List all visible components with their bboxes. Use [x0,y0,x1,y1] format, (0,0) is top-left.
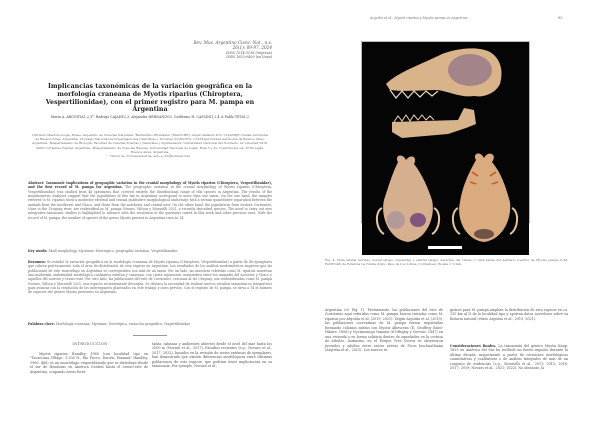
journal-info [120,40,272,60]
skull-photo [362,42,529,255]
palabras-clave [28,322,272,326]
final-considerations-text: La taxonomía del género Myotis Kaup, 1829 en América del Sur ha recibido un fuerte impulso durante la última década, mayormente a partir de revisiones morfológicas cuantitativas y cualitativas o de análisis integrales de más de un conjunto de evidencias (e.g., Moratelli et al., 2011; 2013; 2016; 2017; 2019; Novaes et al., 2021; 2022). No obstante, la [450,344,568,371]
final-considerations-label: Consideraciones finales. [450,344,497,348]
keywords-label: Key words: [28,249,48,253]
figure-caption: Fig. 4. Vista lateral (arriba), dorsal (abajo, izquierda) y ventral (abajo, derecha) del cráneo y vista labial del dentario (centro) de Myotis pampa (UM-FaCENA8) de Estancia La Tunita (Dpto. Paso de Los Libres, Corrientes). Escala = 5 mm. [325,258,568,267]
final-considerations [450,344,568,371]
abstract [28,181,272,220]
body-left-column: Argentina (cf. Fig. 1). Previamente, las poblaciones del este de Corrientes aquí referidas como M. pampa fueron tratadas como M. riparius por Argoitia et al. (2019, 2021). Según Argoitia et al. (2019), las poblaciones correntinas de M. pampa fueron registradas formando colonias mixtas con Myotis albescens (É. Geoffroy Saint-Hilaire, 1806) y Nyctinomops fumaris (d'Orbigny y Gervais, 1847) en una vivienda y en forma solitaria dentro de oquedades en la corteza de árboles. Asimismo, en el Parque Tres Cerros se observaron juveniles y adultos entre raíces aéreas de Ficus luschnathiana (Argoitia et al., 2021). Los nuevos re- [325,308,443,353]
keywords [28,249,272,253]
running-head: Argoitia et al.: Myotis riparius y Myotis pampa en Argentina [370,16,468,20]
resumen-label: Resumen: [28,260,46,264]
affiliations [30,133,270,158]
resumen-text: Se estudió la variación geográfica en la morfología craneana de Myotis riparius (Chiroptera, Vespertilionidae) a partir de 48 ejemplares que cubren prácticamente toda el área de distribución de esta especie en Argentina. Los resultados de los análisis morfométricos sugieren que las poblaciones de este murciélago en Argentina se corresponden con más de un taxón. Por un lado, las muestras referidas como M. riparius muestran una moderada uniformidad morfológica cualitativa externa y craneana, con cierta separación cuantitativa entre los animales del noroeste y Chaco y aquellos del noreste y centro-este. Por otro lado, las poblaciones del este de Corrientes, cercanas al río Uruguay, son reidentificadas como M. pampa Novaes, Wilson y Moratelli 2021, una especie recientemente descripta. Se destaca la necesidad de realizar nuevos estudios taxonómicos integrativos para avanzar con la resolución de los interrogantes planteados en este trabajo y otros previos. Con el registro de M. pampa, se eleva a 14 el número de especies del género Myotis presentes en Argentina. [28,260,273,295]
abstract-text: The geographic variation in the cranial morphology of Myotis riparius (Chiroptera, Vespertilionidae) was studied from 48 specimens that covered entirely the distributional range of this species in Argentina. The results of the morphometric analyses suggest that the populations of this bat in Argentina correspond to more than one taxon. On the one hand, the samples referred to M. riparius show a moderate external and cranial qualitative morphological uniformity, with a certain quantitative separation between the animals from the northwest and Chaco, and those from the northeast and central-east. On the other hand, the populations from eastern Corrientes, close to the Uruguay river, are reidentified as M. pampa Novaes, Wilson y Moratelli 2021, a recently described species. The need to carry out new integrative taxonomic studies is highlighted to advance with the resolution of the questions raised in this work and other previous ones. With the record of M. pampa, the number of species of the genus Myotis present in Argentina rises to 14. [28,185,273,220]
authors: María A. ARGOITIA1,2,3*, Rodrigo CAJADE2,3, Alejandra HERNANDO3, Guillermo H. CASSINI1,2,4 & Pablo TETA1,2 [50,115,250,119]
section-divider [133,335,167,336]
page-number: 85 [558,16,563,20]
affiliations-text: 1División Mastozoología, Museo Argentino de Ciencias Naturales "Bernardino Rivadavia" (MACN-BR). Ángel Gallardo 470, C1405DJR Ciudad Autónoma de Buenos Aires, Argentina. 2Consejo Nacional de Investigaciones Científicas y Técnicas (CONICET), C1033AAJ Ciudad Autónoma de Buenos Aires, Argentina. 3Departamento de Biología, Facultad de Ciencias Exactas y Naturales y Agrimensura, Universidad Nacional del Nordeste, Av. Libertad 5470, 3400 Corrientes Capital, Argentina. 4Departamento de Ciencias Básicas, Universidad Nacional de Luján, Ruta 5 y Av. Constitución s/n, 6700 Luján, Buenos Aires, Argentina. [31,133,269,154]
keywords-text: Skull morphology, Myotinae, Neotropics, geographic variation, Vespertilionidae [48,249,178,253]
resumen [28,260,272,295]
abstract-label: Abstract: [28,181,45,185]
body-right-column: gistros para M. pampa amplían la distribución de esta especie en ca. 130 km al N de la localidad tipo y aportan datos novedosos sobre su historia natural (véase Argoitia et al., 2019, 2021). [450,308,568,321]
introduction-heading: INTRODUCCIÓN [72,342,108,346]
journal-name: Rev. Mus. Argentino Cienc. Nat., n.s. [193,40,272,45]
palabras-text: Morfología craneana, Myotinae, Neotrópico, variación geográfica, Vespertilionidae [55,322,191,326]
journal-volume: 26(1): 89-97, 2024 [232,45,272,51]
introduction-left-column: Myotis riparius Handley, 1960 (con localidad tipo en "Tacarcuna Village, 3,200 ft., Río Pucro, Darién, Panamá" Handley, 1960: 466) es un murciélago vespertiliónido que se distribuye desde el sur de Honduras en América Central hasta el centro-este de Argentina, ocupando áreas fores- [30,352,148,374]
article-title: Implicancias taxonómicas de la variación geográfica en la morfología craneana de Myotis riparius (Chiroptera, Vespertilionidae), con el primer registro para M. pampa en Argentina [45,83,255,114]
skull-figure [361,41,530,223]
issn-online: ISSN 1853-0400 (en línea) [226,55,272,60]
scale-bar [428,246,462,249]
palabras-label: Palabras clave: [28,322,55,326]
correspondence: *Autor de correspondencia: azto.a_25@hotmail.com [109,154,191,159]
abstract-title: Taxonomic implications of geographic variation in the cranial morphology of Myotis riparius (Chiroptera, Vespertilionidae), and the first record of M. pampa for Argentina. [28,181,272,190]
issn-print: ISSN 1514-5158 (impresa) [226,50,272,55]
introduction-right-column: tadas, sabanas y ambientes abiertos desde el nivel del mar hasta los 2000 m (Novaes et al., 2017). Estudios recientes (e.g., Novaes et al., 2017; 2022), basados en la revisión de series extensas de ejemplares, han demostrado que existen diferencias morfológicas entre distintas poblaciones de esta especie, que podrían tener implicancias en su taxonomía. Por ejemplo, Novaes et al., [152,342,272,369]
